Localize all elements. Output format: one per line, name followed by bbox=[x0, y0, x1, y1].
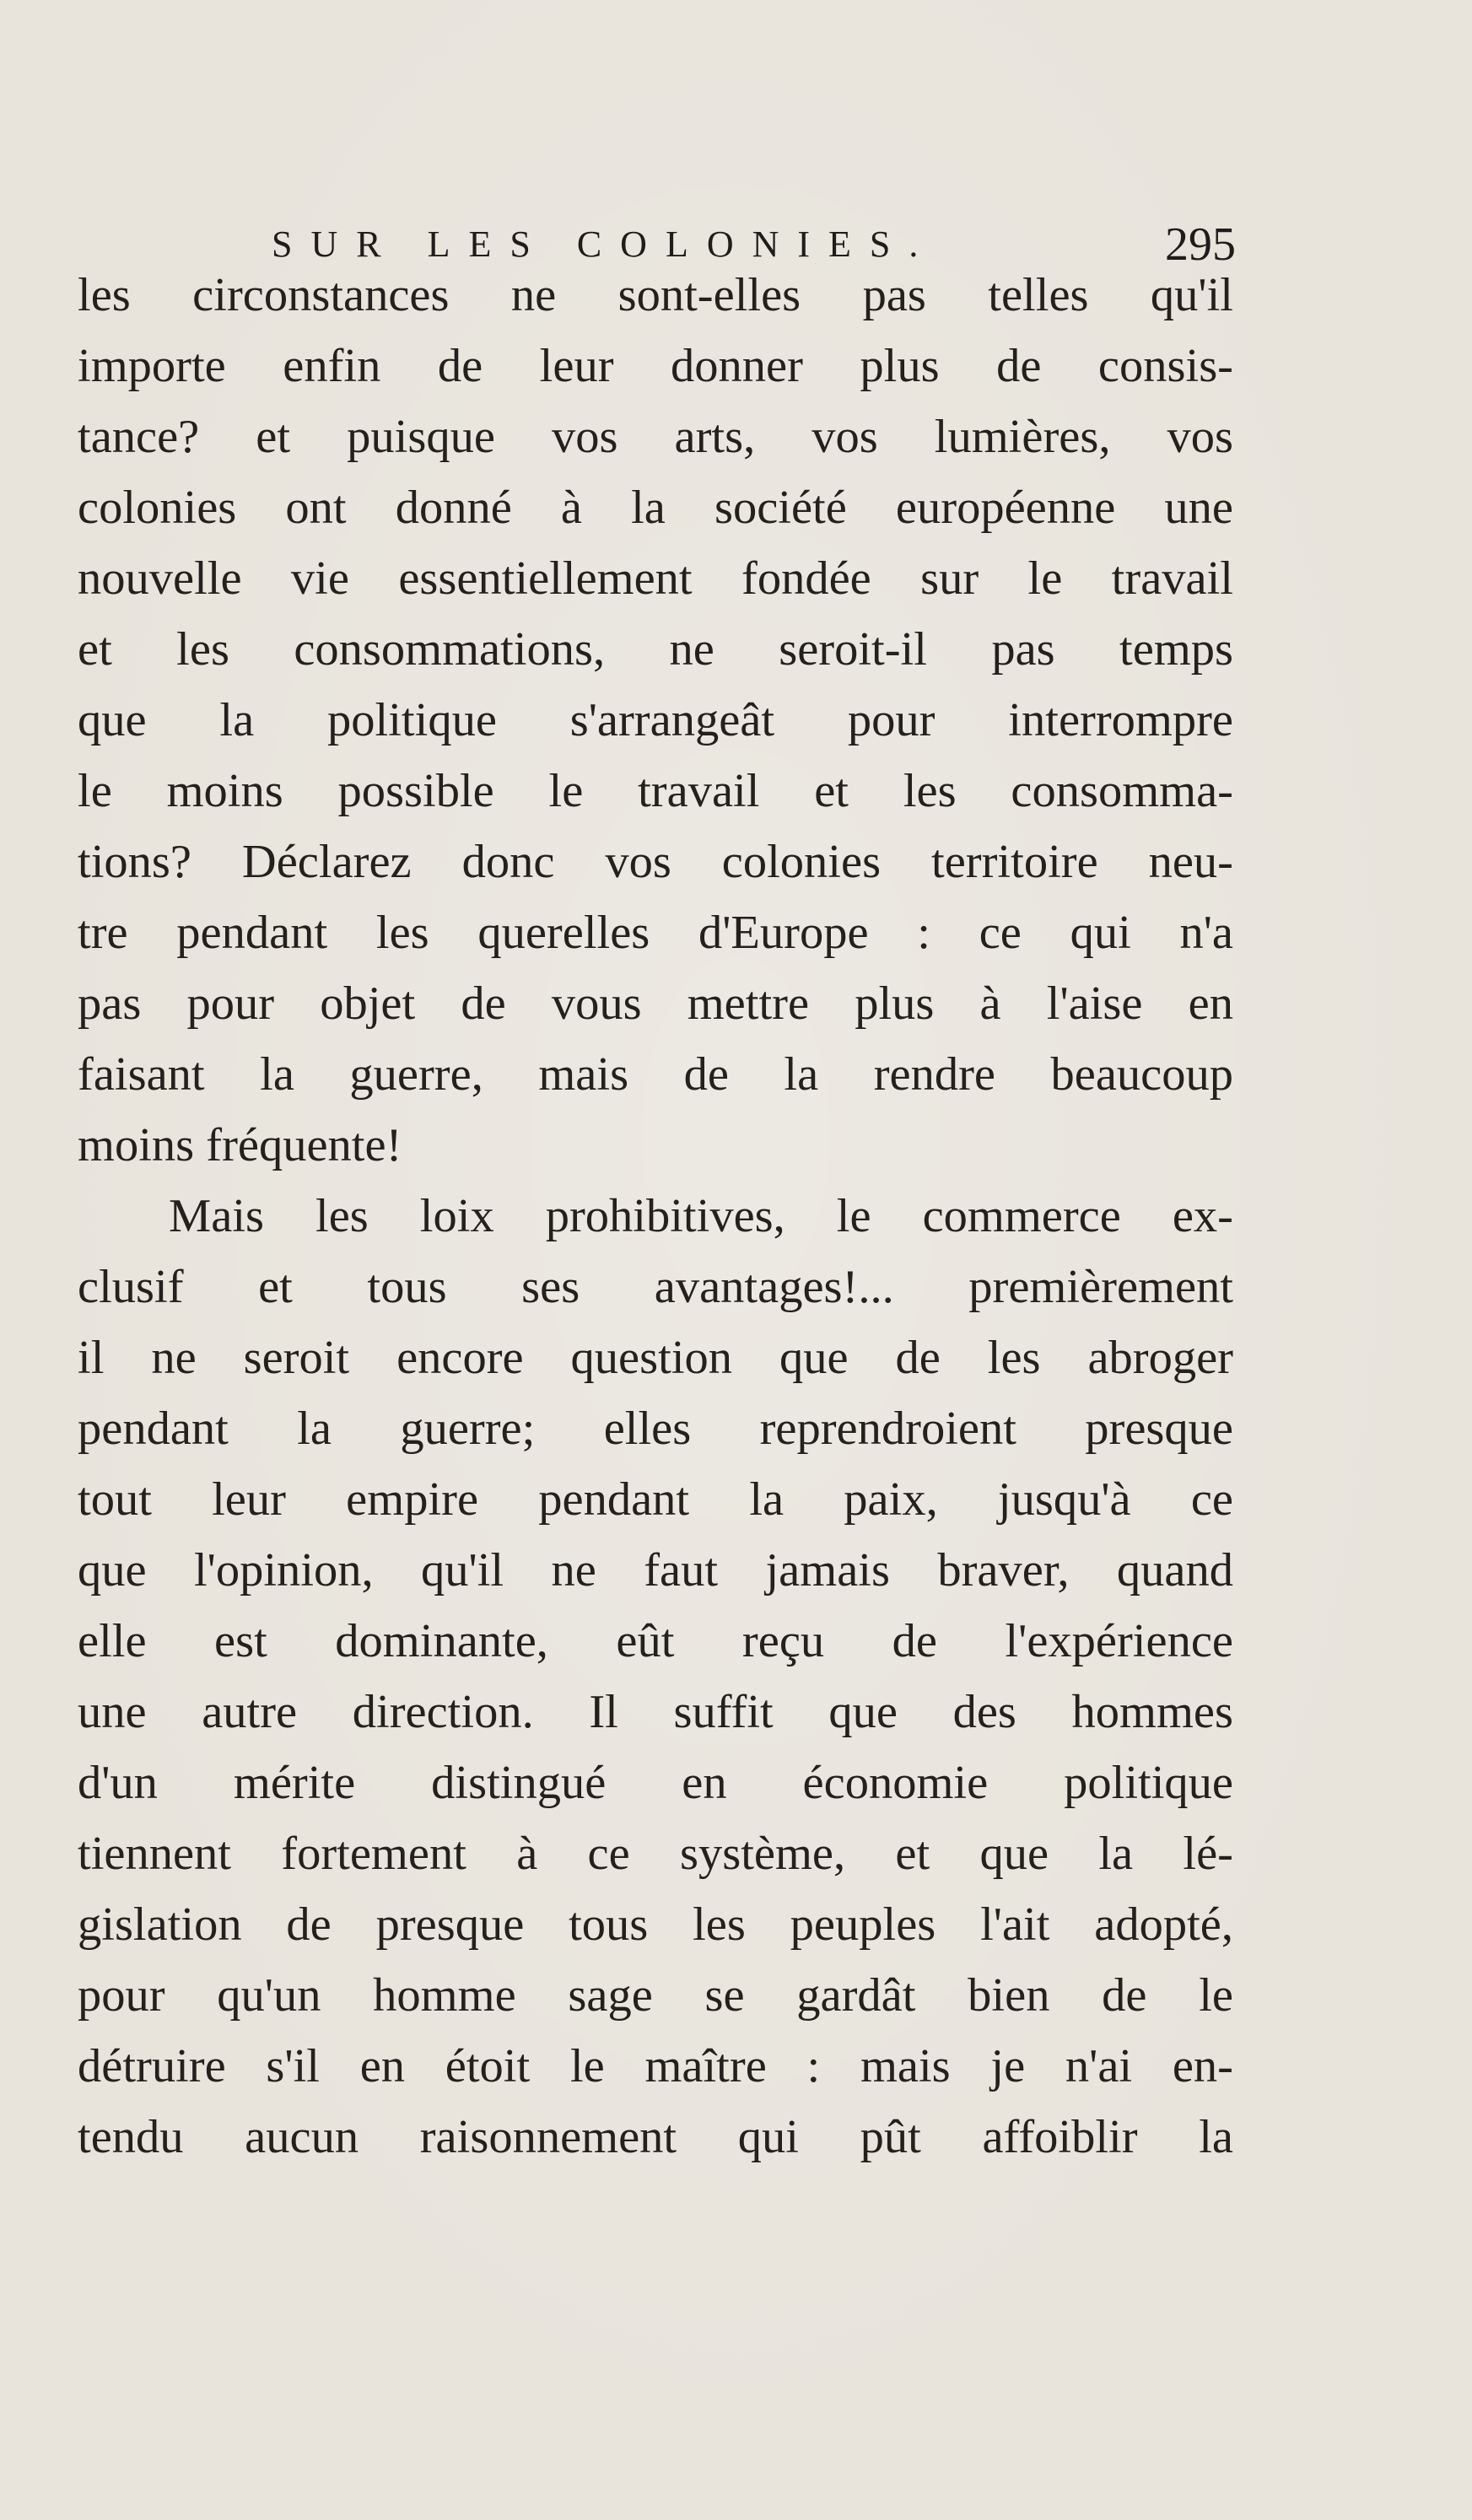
text-line: d'un mérite distingué en économie politique bbox=[78, 1757, 1233, 1809]
text-line: détruire s'il en étoit le maître : mais je n'ai en- bbox=[78, 2040, 1233, 2092]
page-number: 295 bbox=[1165, 218, 1236, 271]
text-line: tre pendant les querelles d'Europe : ce qui n'a bbox=[78, 907, 1233, 959]
text-line: importe enfin de leur donner plus de consis- bbox=[78, 340, 1233, 392]
paragraph-1 bbox=[78, 260, 1233, 1181]
text-line: pour qu'un homme sage se gardât bien de le bbox=[78, 1969, 1233, 2022]
text-line: nouvelle vie essentiellement fondée sur le travail bbox=[78, 552, 1233, 605]
text-line: les circonstances ne sont-elles pas telles qu'il bbox=[78, 269, 1233, 321]
text-line: et les consommations, ne seroit-il pas temps bbox=[78, 623, 1233, 676]
text-line: que l'opinion, qu'il ne faut jamais braver, quand bbox=[78, 1544, 1233, 1597]
text-line: tout leur empire pendant la paix, jusqu'à ce bbox=[78, 1473, 1233, 1526]
text-line: il ne seroit encore question que de les abroger bbox=[78, 1332, 1233, 1384]
text-line: pendant la guerre; elles reprendroient presque bbox=[78, 1403, 1233, 1455]
text-line: tiennent fortement à ce système, et que la lé- bbox=[78, 1828, 1233, 1880]
text-line: colonies ont donné à la société européenne une bbox=[78, 482, 1233, 534]
text-line: tendu aucun raisonnement qui pût affoiblir la bbox=[78, 2111, 1233, 2163]
text-line: gislation de presque tous les peuples l'ait adopté, bbox=[78, 1898, 1233, 1951]
text-line: faisant la guerre, mais de la rendre beaucoup bbox=[78, 1048, 1233, 1101]
text-line: le moins possible le travail et les consomma- bbox=[78, 765, 1233, 817]
text-line: moins fréquente! bbox=[78, 1119, 402, 1171]
text-line: Mais les loix prohibitives, le commerce ex- bbox=[169, 1190, 1233, 1242]
text-line: clusif et tous ses avantages!... premièrement bbox=[78, 1261, 1233, 1313]
text-line: elle est dominante, eût reçu de l'expérience bbox=[78, 1615, 1233, 1667]
text-line: une autre direction. Il suffit que des hommes bbox=[78, 1686, 1233, 1738]
text-line: que la politique s'arrangeât pour interrompre bbox=[78, 694, 1233, 746]
text-line: tance? et puisque vos arts, vos lumières, vos bbox=[78, 411, 1233, 463]
paragraph-2 bbox=[78, 1181, 1233, 2173]
text-line: tions? Déclarez donc vos colonies territoire neu- bbox=[78, 836, 1233, 888]
text-line: pas pour objet de vous mettre plus à l'aise en bbox=[78, 977, 1233, 1030]
running-title: SUR LES COLONIES. bbox=[272, 223, 937, 265]
body-text bbox=[78, 260, 1233, 2173]
